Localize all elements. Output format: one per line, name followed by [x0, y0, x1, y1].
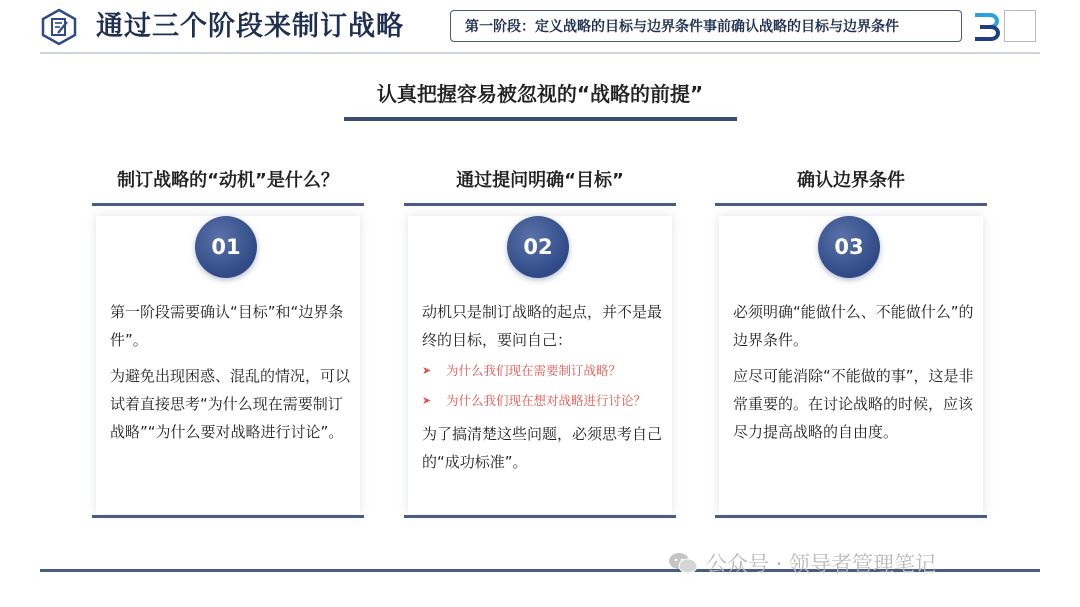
stage-subtitle-box — [450, 10, 962, 42]
card-paragraph: 第一阶段需要确认“目标”和“边界条件”。 — [110, 303, 344, 349]
card-text — [422, 298, 666, 484]
column-goal — [404, 166, 676, 522]
card-paragraph: 动机只是制订战略的起点，并不是最终的目标，要问自己： — [422, 303, 663, 349]
step-number-badge: 02 — [507, 216, 569, 278]
step-number-badge: 01 — [195, 216, 257, 278]
watermark — [668, 548, 936, 578]
question-bullet — [422, 356, 666, 386]
column-bottom-rule — [92, 515, 364, 518]
column-title: 制订战略的“动机”是什么？ — [117, 170, 339, 191]
card-paragraph: 为了搞清楚这些问题，必须思考自己的“成功标准”。 — [422, 425, 663, 471]
bullet-text: 为什么我们现在想对战略进行讨论？ — [446, 393, 647, 408]
section-heading: 认真把握容易被忽视的“战略的前提” — [376, 82, 704, 106]
card-paragraph: 必须明确“能做什么、不能做什么”的边界条件。 — [733, 303, 974, 349]
section-heading-underline — [344, 117, 737, 121]
watermark-text: 公众号 · 领导者管理笔记 — [706, 552, 937, 576]
column-top-rule — [92, 203, 364, 206]
step-number-badge: 03 — [818, 216, 880, 278]
column-title: 确认边界条件 — [797, 170, 905, 191]
card-text — [733, 298, 977, 454]
card-paragraph: 应尽可能消除“不能做的事”，这是非常重要的。在讨论战略的时候，应该尽力提高战略的自由度。 — [733, 367, 974, 441]
question-bullet — [422, 386, 666, 416]
header-divider — [40, 52, 1040, 54]
column-title: 通过提问明确“目标” — [456, 170, 624, 191]
card-paragraph: 为避免出现困惑、混乱的情况，可以试着直接思考“为什么现在需要制订战略”“为什么要对战略进行讨论”。 — [110, 367, 351, 441]
column-top-rule — [715, 203, 987, 206]
brand-logo-icon — [972, 12, 1000, 42]
page-title: 通过三个阶段来制订战略 — [96, 11, 404, 42]
column-bottom-rule — [715, 515, 987, 518]
column-top-rule — [404, 203, 676, 206]
arrow-bullet-icon: ➤ — [422, 394, 432, 407]
seal-stamp — [1004, 10, 1036, 42]
column-motivation — [92, 166, 364, 522]
stage-subtitle: 第一阶段：定义战略的目标与边界条件事前确认战略的目标与边界条件 — [465, 19, 899, 35]
column-bottom-rule — [404, 515, 676, 518]
bullet-text: 为什么我们现在需要制订战略？ — [446, 363, 622, 378]
arrow-bullet-icon: ➤ — [422, 364, 432, 377]
card-text — [110, 298, 354, 454]
wechat-icon — [668, 552, 698, 574]
column-boundary — [715, 166, 987, 522]
edit-document-icon — [40, 8, 78, 46]
